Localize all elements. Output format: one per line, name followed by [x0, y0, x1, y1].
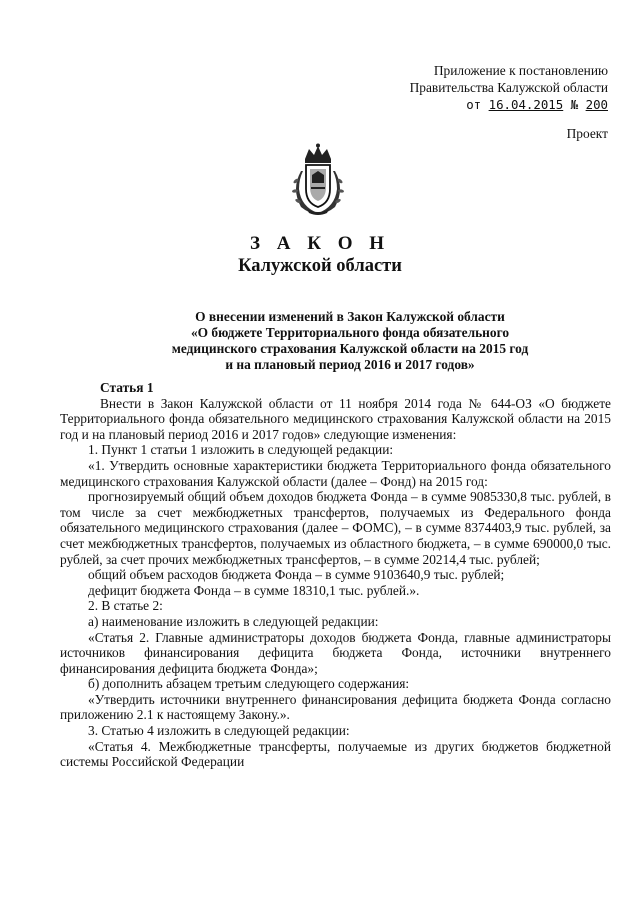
resolution-date: 16.04.2015: [488, 97, 564, 112]
law-title: З А К О Н: [249, 233, 391, 254]
paragraph: «Утвердить источники внутреннего финансирования дефицита бюджета Фонда согласно приложению 2.1 к настоящему Закону.».: [60, 691, 611, 723]
project-label: Проект: [566, 126, 608, 141]
law-subtitle: [130, 309, 570, 373]
paragraph: 3. Статью 4 изложить в следующей редакции:: [88, 723, 350, 739]
subtitle-line: медицинского страхования Калужской области на 2015 год: [171, 341, 529, 356]
paragraph: Внести в Закон Калужской области от 11 ноября 2014 года № 644-ОЗ «О бюджете Территориального фонда обязательного медицинского страхования Калужской области на 2015 год и на плановый период 2016 и 2017 годов» следующие изменения:: [60, 395, 611, 442]
paragraph: 2. В статье 2:: [88, 598, 163, 614]
subtitle-line: и на плановый период 2016 и 2017 годов»: [225, 357, 475, 372]
paragraph: а) наименование изложить в следующей редакции:: [88, 613, 379, 629]
header-line-1: Приложение к постановлению: [433, 63, 608, 78]
header-date-number: [466, 96, 608, 113]
article-1-heading: Статья 1: [100, 380, 154, 395]
resolution-number: 200: [585, 97, 608, 112]
date-prefix: от: [466, 97, 489, 112]
subtitle-line: «О бюджете Территориального фонда обязательного: [190, 325, 510, 340]
number-prefix: №: [563, 97, 586, 112]
paragraph: прогнозируемый общий объем доходов бюджета Фонда – в сумме 9085330,8 тыс. рублей, в том числе за счет межбюджетных трансфертов, получаемых из Федерального фонда обязательного медицинского страхования (далее – ФОМС), – в сумме 8374403,9 тыс. рублей, за счет межбюджетных трансфертов, получаемых из областного бюджета, – в сумме 690000,0 тыс. рублей, за счет прочих межбюджетных трансфертов, – в сумме 20214,4 тыс. рублей;: [60, 489, 611, 567]
coat-of-arms-icon: [287, 143, 349, 217]
paragraph: «1. Утвердить основные характеристики бюджета Территориального фонда обязательного медицинского страхования Калужской области (далее – Фонд) на 2015 год:: [60, 457, 611, 489]
law-region: Калужской области: [238, 256, 402, 276]
paragraph: «Статья 2. Главные администраторы доходов бюджета Фонда, главные администраторы источников финансирования дефицита бюджета Фонда, источники внутреннего финансирования дефицита бюджета Фонда»;: [60, 629, 611, 676]
paragraph: общий объем расходов бюджета Фонда – в сумме 9103640,9 тыс. рублей;: [88, 567, 505, 583]
subtitle-line: О внесении изменений в Закон Калужской области: [195, 309, 505, 324]
paragraph: б) дополнить абзацем третьим следующего содержания:: [88, 676, 410, 692]
paragraph: «Статья 4. Межбюджетные трансферты, получаемые из других бюджетов бюджетной системы Российской Федерации: [60, 738, 611, 770]
header-line-2: Правительства Калужской области: [409, 80, 608, 95]
paragraph: дефицит бюджета Фонда – в сумме 18310,1 тыс. рублей.».: [88, 582, 420, 598]
law-body: [60, 380, 611, 770]
paragraph: 1. Пункт 1 статьи 1 изложить в следующей редакции:: [88, 442, 394, 458]
